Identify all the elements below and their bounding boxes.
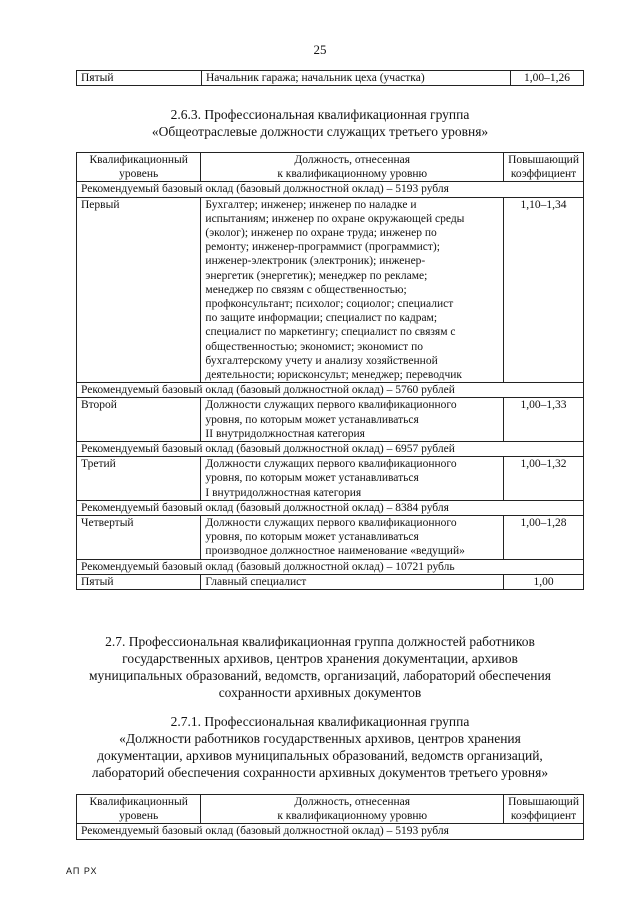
header-coef: Повышающий коэффициент xyxy=(504,795,584,824)
level-cell: Пятый xyxy=(77,71,202,86)
section-title-line: 2.7. Профессиональная квалификационная группа должностей работников xyxy=(105,634,535,649)
position-cell: Начальник гаража; начальник цеха (участка) xyxy=(202,71,511,86)
position-cell: Должности служащих первого квалификационного уровня, по которым может устанавливаться II внутридолжностная категория xyxy=(201,398,504,442)
position-cell: Должности служащих первого квалификационного уровня, по которым может устанавливаться производное должностное наименование «ведущий» xyxy=(201,516,504,560)
top-continuation-table xyxy=(76,70,584,86)
header-position: Должность, отнесенная к квалификационному уровню xyxy=(201,795,504,824)
salary-row: Рекомендуемый базовый оклад (базовый должностной оклад) – 10721 рубль xyxy=(77,559,584,574)
header-level: Квалификационный уровень xyxy=(77,153,201,182)
header-coef: Повышающий коэффициент xyxy=(504,153,584,182)
table-row xyxy=(77,71,584,86)
position-cell: Бухгалтер; инженер; инженер по наладке и испытаниям; инженер по охране окружающей среды (эколог); инженер по охране труда; инженер по ремонту; инженер-программист (программист); инженер-электроник (электроник); инженер- энергетик (энергетик); менеджер по рекламе; менеджер по связям с общественностью; профконсультант; психолог; социолог; специалист по защите информации; специалист по кадрам; специалист по маркетингу; специалист по связям с общественностью; экономист; экономист по бухгалтерскому учету и анализу хозяйственной деятельности; юрисконсульт; менеджер; переводчик xyxy=(201,197,504,383)
header-level: Квалификационный уровень xyxy=(77,795,201,824)
level-cell: Пятый xyxy=(77,574,201,589)
salary-row: Рекомендуемый базовый оклад (базовый должностной оклад) – 5193 рубля xyxy=(77,824,584,839)
coef-cell: 1,00 xyxy=(504,574,584,589)
level-cell: Четвертый xyxy=(77,516,201,560)
section-title-line: сохранности архивных документов xyxy=(218,685,422,700)
coef-cell: 1,00–1,32 xyxy=(504,457,584,501)
level-cell: Первый xyxy=(77,197,201,383)
table-header-row xyxy=(77,153,584,182)
section-title-line: лабораторий обеспечения сохранности архивных документов третьего уровня» xyxy=(91,765,549,780)
qualification-table-2-7-1 xyxy=(76,794,584,840)
level-cell: Второй xyxy=(77,398,201,442)
section-title-line: документации, архивов муниципальных образований, ведомств организаций, xyxy=(97,748,543,763)
page-number: 25 xyxy=(313,42,327,57)
coef-cell: 1,00–1,26 xyxy=(511,71,584,86)
table-row xyxy=(77,398,584,442)
table-row xyxy=(77,574,584,589)
salary-row: Рекомендуемый базовый оклад (базовый должностной оклад) – 5193 рубля xyxy=(77,182,584,197)
coef-cell: 1,00–1,28 xyxy=(504,516,584,560)
coef-cell: 1,00–1,33 xyxy=(504,398,584,442)
level-cell: Третий xyxy=(77,457,201,501)
coef-cell: 1,10–1,34 xyxy=(504,197,584,383)
section-2-6-3-title xyxy=(60,106,580,140)
section-title-line: 2.7.1. Профессиональная квалификационная группа xyxy=(170,714,470,729)
table-row xyxy=(77,457,584,501)
table-row xyxy=(77,516,584,560)
position-cell: Главный специалист xyxy=(201,574,504,589)
footer-mark: АП РХ xyxy=(66,866,98,876)
section-title-line: «Должности работников государственных архивов, центров хранения xyxy=(119,731,521,746)
salary-row: Рекомендуемый базовый оклад (базовый должностной оклад) – 5760 рублей xyxy=(77,383,584,398)
section-2-7-title xyxy=(60,633,580,701)
salary-row: Рекомендуемый базовый оклад (базовый должностной оклад) – 6957 рублей xyxy=(77,442,584,457)
section-title-line: государственных архивов, центров хранения документации, архивов xyxy=(122,651,518,666)
section-title-line: «Общеотраслевые должности служащих третьего уровня» xyxy=(151,124,489,139)
header-position: Должность, отнесенная к квалификационному уровню xyxy=(201,153,504,182)
salary-row: Рекомендуемый базовый оклад (базовый должностной оклад) – 8384 рубля xyxy=(77,500,584,515)
section-2-7-1-title xyxy=(60,713,580,781)
qualification-table-2-6-3 xyxy=(76,152,584,590)
table-header-row xyxy=(77,795,584,824)
table-row xyxy=(77,197,584,383)
position-cell: Должности служащих первого квалификационного уровня, по которым может устанавливаться I внутридолжностная категория xyxy=(201,457,504,501)
section-title-line: муниципальных образований, ведомств, организаций, лабораторий обеспечения xyxy=(89,668,551,683)
section-title-line: 2.6.3. Профессиональная квалификационная группа xyxy=(170,107,470,122)
